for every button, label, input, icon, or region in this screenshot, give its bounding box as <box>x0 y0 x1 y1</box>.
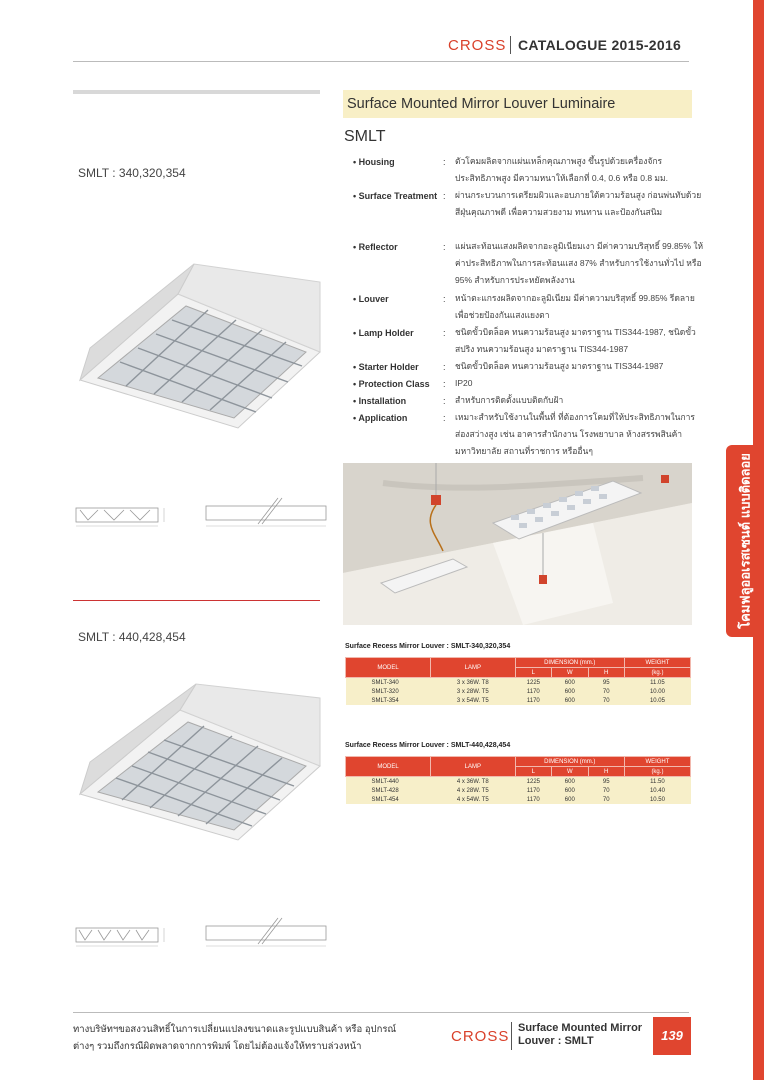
cell-w: 600 <box>552 687 588 696</box>
cell-model: SMLT-440 <box>346 777 431 787</box>
left-mid-rule <box>73 600 320 601</box>
footer-disclaimer-line: ต่างๆ รวมถึงกรณีผิดพลาดจากการพิมพ์ โดยไม่ต้องแจ้งให้ทราบล่วงหน้า <box>73 1041 362 1052</box>
cell-l: 1225 <box>515 777 552 787</box>
cell-weight: 11.05 <box>624 678 690 688</box>
col-header-l: L <box>515 767 552 777</box>
spec-colon: : <box>443 396 446 406</box>
spec-value: ชนิดขั้วบิดล็อค ทนความร้อนสูง มาตราฐาน TIS344-1987, ชนิดขั้วสปริง ทนความร้อนสูง มาตราฐาน TIS344-1987 <box>455 327 696 354</box>
spec-value: ชนิดขั้วบิดล็อค ทนความร้อนสูง มาตราฐาน TIS344-1987 <box>455 361 664 371</box>
spec-label: • Louver <box>353 294 389 304</box>
product-title-bar <box>343 90 692 118</box>
header-divider <box>510 36 511 54</box>
spec-label: • Application <box>353 413 408 423</box>
cell-l: 1170 <box>515 687 552 696</box>
col-header-w: W <box>552 668 588 678</box>
col-header-kg: (kg.) <box>624 668 690 678</box>
spec-colon: : <box>443 294 446 304</box>
cell-lamp: 4 x 54W. T5 <box>431 795 516 804</box>
col-header-model: MODEL <box>346 658 431 678</box>
footer-divider <box>511 1022 512 1050</box>
table-row <box>346 795 691 804</box>
spec-label: • Starter Holder <box>353 362 419 372</box>
luminaire-3-lamp-image <box>76 262 324 430</box>
cell-lamp: 3 x 28W. T5 <box>431 687 516 696</box>
cell-w: 600 <box>552 696 588 705</box>
spec-table <box>345 756 691 804</box>
cell-lamp: 4 x 28W. T5 <box>431 786 516 795</box>
cell-model: SMLT-428 <box>346 786 431 795</box>
spec-value: IP20 <box>455 378 473 388</box>
cell-h: 95 <box>588 777 624 787</box>
table-row <box>346 678 691 688</box>
footer-rule <box>73 1012 689 1013</box>
cell-lamp: 3 x 36W. T8 <box>431 678 516 688</box>
col-header-dimension: DIMENSION (mm.) <box>515 658 624 668</box>
product-code: SMLT <box>344 128 386 145</box>
col-header-lamp: LAMP <box>431 757 516 777</box>
cell-lamp: 3 x 54W. T5 <box>431 696 516 705</box>
spec-table-title: Surface Recess Mirror Louver : SMLT-340,320,354 <box>345 643 511 650</box>
footer-disclaimer <box>73 1021 396 1055</box>
category-side-tab-label: โคมฟลูออเรสเซนต์ แบบติดลอย <box>737 453 753 629</box>
cell-l: 1170 <box>515 786 552 795</box>
cell-h: 70 <box>588 687 624 696</box>
cell-model: SMLT-454 <box>346 795 431 804</box>
col-header-w: W <box>552 767 588 777</box>
cell-weight: 10.50 <box>624 795 690 804</box>
cell-h: 95 <box>588 678 624 688</box>
spec-label: • Lamp Holder <box>353 328 414 338</box>
col-header-model: MODEL <box>346 757 431 777</box>
cell-model: SMLT-340 <box>346 678 431 688</box>
spec-value: ตัวโคมผลิตจากแผ่นเหล็กคุณภาพสูง ขึ้นรูปด้วยเครื่องจักรประสิทธิภาพสูง มีความหนาให้เลือกที่ 0.4, 0.6 หรือ 0.8 มม. <box>455 156 668 183</box>
footer-product-name-line: Louver : SMLT <box>518 1035 594 1047</box>
cell-l: 1170 <box>515 795 552 804</box>
footer-logo: CROSS <box>451 1028 510 1045</box>
header-catalogue-title: CATALOGUE 2015-2016 <box>518 37 682 53</box>
cell-w: 600 <box>552 786 588 795</box>
side-dimension-drawing <box>204 916 330 948</box>
cell-h: 70 <box>588 786 624 795</box>
col-header-kg: (kg.) <box>624 767 690 777</box>
spec-colon: : <box>443 413 446 423</box>
product-title: Surface Mounted Mirror Louver Luminaire <box>347 96 616 112</box>
cell-l: 1170 <box>515 696 552 705</box>
front-dimension-drawing <box>74 500 172 530</box>
cell-l: 1225 <box>515 678 552 688</box>
cell-weight: 10.05 <box>624 696 690 705</box>
spec-label: • Reflector <box>353 242 398 252</box>
cell-h: 70 <box>588 795 624 804</box>
col-header-lamp: LAMP <box>431 658 516 678</box>
spec-colon: : <box>443 242 446 252</box>
spec-table <box>345 657 691 705</box>
side-dimension-drawing <box>204 496 330 528</box>
spec-label: • Installation <box>353 396 407 406</box>
cell-h: 70 <box>588 696 624 705</box>
spec-label: • Housing <box>353 157 395 167</box>
spec-value: หน้าตะแกรงผลิตจากอะลูมิเนียม มีค่าความบริสุทธิ์ 99.85% รีดลายเพื่อช่วยป้องกันแสงแยงตา <box>455 293 695 320</box>
cell-weight: 10.00 <box>624 687 690 696</box>
model-group-label: SMLT : 440,428,454 <box>78 630 186 644</box>
table-row <box>346 687 691 696</box>
spec-label: • Surface Treatment <box>353 191 438 201</box>
spec-table-title: Surface Recess Mirror Louver : SMLT-440,428,454 <box>345 742 511 749</box>
table-row <box>346 696 691 705</box>
category-side-tab <box>726 445 764 637</box>
page-number: 139 <box>661 1028 683 1043</box>
col-header-weight: WEIGHT <box>624 658 690 668</box>
installation-photo <box>343 463 692 625</box>
spec-colon: : <box>443 362 446 372</box>
footer-product-name-line: Surface Mounted Mirror <box>518 1022 643 1034</box>
spec-value: ผ่านกระบวนการเตรียมผิวและอบภายใต้ความร้อนสูง ก่อนพ่นทับด้วยสีฝุ่นคุณภาพดี เพื่อความสวยงาม ทนทาน และป้องกันสนิม <box>455 190 702 217</box>
spec-value: แผ่นสะท้อนแสงผลิตจากอะลูมิเนียมเงา มีค่าความบริสุทธิ์ 99.85% ให้ค่าประสิทธิภาพในการสะท้อนแสง 87% สำหรับการใช้งานทั่วไป หรือ 95% สำหรับการประหยัดพลังงาน <box>455 241 704 285</box>
cell-model: SMLT-354 <box>346 696 431 705</box>
page-number-box <box>653 1017 691 1055</box>
footer-product-name <box>518 1022 642 1048</box>
cell-lamp: 4 x 36W. T8 <box>431 777 516 787</box>
col-header-h: H <box>588 668 624 678</box>
col-header-h: H <box>588 767 624 777</box>
luminaire-4-lamp-image <box>76 682 324 842</box>
spec-colon: : <box>443 379 446 389</box>
col-header-weight: WEIGHT <box>624 757 690 767</box>
table-row <box>346 777 691 787</box>
col-header-l: L <box>515 668 552 678</box>
table-row <box>346 786 691 795</box>
spec-colon: : <box>443 157 446 167</box>
spec-value: เหมาะสำหรับใช้งานในพื้นที่ ที่ต้องการโคมที่ให้ประสิทธิภาพในการส่องสว่างสูง เช่น อาคารสำนักงาน โรงพยาบาล ห้างสรรพสินค้า มหาวิทยาลัย สถานที่ราชการ หรืออื่นๆ <box>455 412 695 456</box>
spec-value: สำหรับการติดตั้งแบบติดกับฝ้า <box>455 395 564 405</box>
header-logo: CROSS <box>448 37 507 54</box>
cell-w: 600 <box>552 678 588 688</box>
cell-model: SMLT-320 <box>346 687 431 696</box>
cell-weight: 10.40 <box>624 786 690 795</box>
cell-weight: 11.50 <box>624 777 690 787</box>
footer-disclaimer-line: ทางบริษัทฯขอสงวนสิทธิ์ในการเปลี่ยนแปลงขนาดและรูปแบบสินค้า หรือ อุปกรณ์ <box>73 1024 397 1035</box>
spec-label: • Protection Class <box>353 379 430 389</box>
cell-w: 600 <box>552 777 588 787</box>
spec-colon: : <box>443 328 446 338</box>
header-rule <box>73 61 689 62</box>
model-group-label: SMLT : 340,320,354 <box>78 166 186 180</box>
front-dimension-drawing <box>74 920 172 950</box>
col-header-dimension: DIMENSION (mm.) <box>515 757 624 767</box>
left-top-rule <box>73 90 320 94</box>
spec-colon: : <box>443 191 446 201</box>
cell-w: 600 <box>552 795 588 804</box>
